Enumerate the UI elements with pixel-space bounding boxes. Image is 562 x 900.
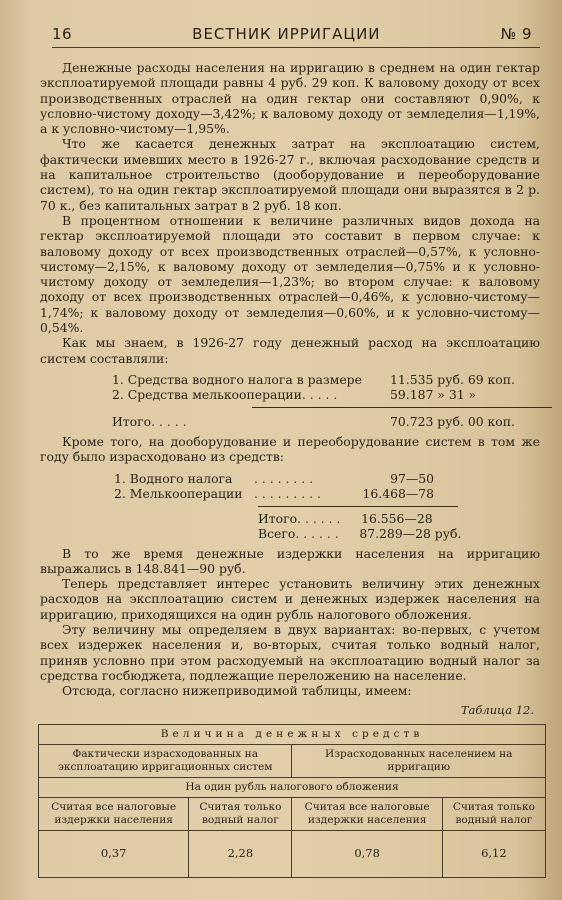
table-group-header: Фактически израсходованных на эксплоатацию ирригационных систем [39, 744, 292, 777]
sum-rule [258, 506, 458, 507]
total-value: 70.723 руб. 00 коп. [390, 413, 515, 429]
total-label: Итого [112, 413, 152, 429]
leader-dots: . . . . . . [297, 510, 341, 526]
table-column-header: Считая все налоговые издержки населения [39, 797, 189, 830]
sum-rule [252, 407, 552, 408]
table-sub-header: На один рубль налогового обложения [39, 777, 546, 797]
paragraph-6: В то же время денежные издержки населения на ирригацию выражались в 148.841—90 руб. [40, 545, 540, 576]
list-item [40, 387, 540, 403]
paragraph-3: В процентном отношении к величине различных видов дохода на гектар эксплоатируемой площади это составит в первом случае: к валовому доходу от всех производственных отраслей—0,57%, к условно-чистому—2,15%, к валовому доходу от земледелия—0,75% и к условно-чистому доходу от земледелия—1,23%; во втором случае: к валовому доходу от всех производственных отраслей—0,46%, к условно-чистому—1,74%; к валовому доходу от земледелия—0,60%, и к условно-чистому—0,54%. [40, 212, 540, 336]
table-cell: 2,28 [189, 830, 292, 877]
paragraph-1: Денежные расходы населения на ирригацию в среднем на один гектар эксплоатируемой площади равны 4 руб. 29 коп. К валовому доходу от всех производственных отраслей на один гектар они составляют 0,90%, к условно-чистому доходу—3,42%; к валовому доходу от земледелия—1,19%, а к условно-чистому—1,95%. [40, 60, 540, 137]
header-rule [52, 47, 540, 48]
list-item [40, 486, 540, 502]
paragraph-9: Отсюда, согласно нижеприводимой таблицы, имеем: [62, 683, 412, 699]
paragraph-2: Что же касается денежных затрат на эксплоатацию систем, фактически имевших место в 1926-27 г., включая расходование средств и на капитальное строительство (дооборудование и переоборудование систем), то на один гектар эксплоатируемой площади они выразятся в 2 р. 70 к., без капитальных затрат в 2 руб. 18 коп. [40, 136, 540, 213]
table-cell: 6,12 [442, 830, 545, 877]
grand-total-value: 87.289—28 руб. [359, 526, 462, 542]
expense-list-2 [40, 471, 540, 502]
leader-dots: . . . . . . [295, 526, 339, 542]
list-total [40, 414, 540, 430]
table-top-header: Величина денежных средств [39, 724, 546, 744]
page-number: 16 [52, 25, 73, 43]
list-item [40, 372, 540, 388]
table-row [39, 830, 546, 877]
list-grand-total [40, 526, 540, 542]
list-item-value: 97—50 [390, 470, 434, 486]
list-item [40, 471, 540, 487]
table-cell: 0,37 [39, 830, 189, 877]
table-cell: 0,78 [292, 830, 442, 877]
leader-dots: . . . . . [151, 413, 187, 429]
leader-dots: . . . . . . . . [254, 470, 314, 486]
list-item-label: 2. Мелькооперации [114, 486, 243, 502]
subtotal-value: 16.556—28 [361, 510, 433, 526]
list-item-value: 59.187 » 31 » [390, 387, 477, 403]
expense-list-1 [40, 372, 540, 430]
expense-sums [40, 511, 540, 542]
list-item-label: 2. Средства мелькооперации [112, 387, 302, 403]
journal-title: ВЕСТНИК ИРРИГАЦИИ [192, 25, 381, 43]
subtotal-label: Итого [258, 510, 298, 526]
article-body [40, 60, 540, 878]
list-item-label: 1. Средства водного налога в размере [112, 371, 362, 387]
page-header [52, 22, 532, 46]
paragraph-4: Как мы знаем, в 1926-27 году денежный расход на эксплоатацию систем составляли: [40, 335, 540, 366]
paragraph-5: Кроме того, на дооборудование и переоборудование систем в том же году было израсходовано из средств: [40, 433, 540, 465]
list-item-value: 16.468—78 [362, 486, 434, 502]
table-caption: Таблица 12. [460, 702, 534, 717]
grand-total-label: Всего [258, 526, 296, 542]
table-column-header: Считая только водный налог [189, 797, 292, 830]
list-item-label: 1. Водного налога [114, 470, 233, 486]
table-column-header: Считая только водный налог [442, 797, 545, 830]
paragraph-7: Теперь представляет интерес установить величину этих денежных расходов на эксплоатацию систем и денежных издержек населения на ирригацию, приходящихся на один рубль налогового обложения. [40, 576, 540, 622]
leader-dots: . . . . . . . . . [254, 486, 321, 502]
list-item-value: 11.535 руб. 69 коп. [390, 371, 515, 387]
table-group-header: Израсходованных населением на ирригацию [292, 744, 546, 777]
paragraph-8: Эту величину мы определяем в двух вариантах: во-первых, с учетом всех издержек населения и, во-вторых, считая только водный налог, приняв условно при этом расходуемый на эксплоатацию водный налог за средства госбюджета, подлежащие переложению на население. [40, 622, 540, 683]
table-column-header: Считая все налоговые издержки населения [292, 797, 442, 830]
leader-dots: . . . . . [301, 387, 338, 403]
data-table [38, 724, 546, 878]
issue-number: № 9 [500, 25, 532, 43]
list-subtotal [40, 511, 540, 527]
